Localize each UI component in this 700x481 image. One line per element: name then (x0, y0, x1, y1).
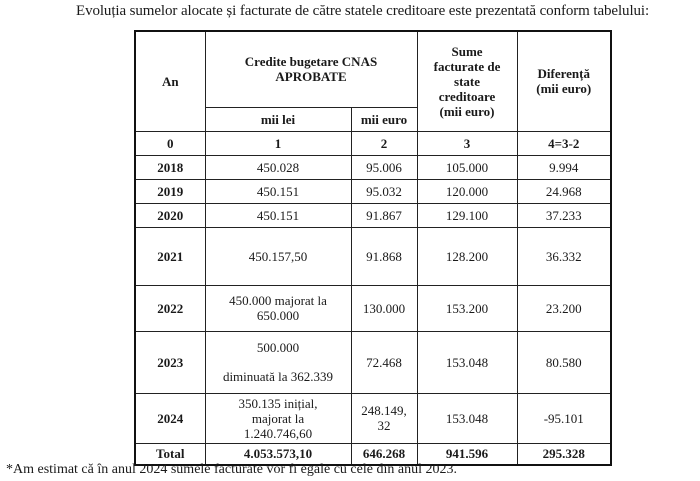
index-cell: 4=3-2 (517, 131, 611, 155)
header-credite: Credite bugetare CNAS APROBATE (205, 31, 417, 107)
euro-line: 248.149, (361, 403, 407, 418)
subheader-mii-euro: mii euro (351, 107, 417, 131)
facturate-cell: 120.000 (417, 179, 517, 203)
facturate-cell: 129.100 (417, 203, 517, 227)
lei-line: 500.000 (256, 340, 300, 355)
euro-cell: 95.032 (351, 179, 417, 203)
euro-cell: 72.468 (351, 331, 417, 393)
euro-cell (351, 393, 417, 443)
euro-cell: 91.868 (351, 227, 417, 285)
lei-line: 450.000 majorat la (229, 293, 327, 308)
lei-cell: 450.151 (205, 203, 351, 227)
euro-cell: 91.867 (351, 203, 417, 227)
table-row (135, 179, 611, 203)
lei-cell: 450.157,50 (205, 227, 351, 285)
diferenta-cell: -95.101 (517, 393, 611, 443)
facturate-cell: 153.200 (417, 285, 517, 331)
index-cell: 0 (135, 131, 205, 155)
lei-line: diminuată la 362.339 (222, 369, 334, 384)
total-lei: 4.053.573,10 (205, 443, 351, 465)
year-cell: 2024 (135, 393, 205, 443)
index-cell: 2 (351, 131, 417, 155)
year-cell: 2020 (135, 203, 205, 227)
facturate-cell: 128.200 (417, 227, 517, 285)
diferenta-cell: 80.580 (517, 331, 611, 393)
year-cell: 2018 (135, 155, 205, 179)
year-cell: 2021 (135, 227, 205, 285)
index-cell: 1 (205, 131, 351, 155)
table-row (135, 331, 611, 393)
diferenta-cell: 37.233 (517, 203, 611, 227)
header-an: An (135, 31, 205, 131)
total-diferenta: 295.328 (517, 443, 611, 465)
diferenta-cell: 9.994 (517, 155, 611, 179)
lei-cell (205, 285, 351, 331)
table-row (135, 155, 611, 179)
footnote: *Am estimat că în anul 2024 sumele facturate vor fi egale cu cele din anul 2023. (6, 462, 457, 477)
lei-line: 350.135 inițial, (238, 395, 318, 411)
table-row (135, 285, 611, 331)
index-cell: 3 (417, 131, 517, 155)
lei-cell (205, 393, 351, 443)
lei-line: 1.240.746,60 (243, 425, 313, 441)
year-cell: 2022 (135, 285, 205, 331)
total-euro: 646.268 (351, 443, 417, 465)
table-row (135, 393, 611, 443)
year-cell: 2019 (135, 179, 205, 203)
euro-cell: 130.000 (351, 285, 417, 331)
intro-text: Evoluția sumelor alocate și facturate de către statele creditoare este prezentată conform tabelului: (76, 3, 650, 19)
diferenta-cell: 36.332 (517, 227, 611, 285)
euro-line: 32 (377, 418, 391, 433)
diferenta-cell: 23.200 (517, 285, 611, 331)
table-row (135, 203, 611, 227)
table-row (135, 227, 611, 285)
lei-line: 650.000 (256, 308, 300, 323)
lei-cell: 450.151 (205, 179, 351, 203)
facturate-cell: 105.000 (417, 155, 517, 179)
diferenta-cell: 24.968 (517, 179, 611, 203)
total-facturate: 941.596 (417, 443, 517, 465)
facturate-cell: 153.048 (417, 393, 517, 443)
facturate-cell: 153.048 (417, 331, 517, 393)
lei-cell: 450.028 (205, 155, 351, 179)
year-cell: 2023 (135, 331, 205, 393)
total-label: Total (135, 443, 205, 465)
euro-cell: 95.006 (351, 155, 417, 179)
header-sume: Sume facturate de state creditoare (mii euro) (417, 31, 517, 131)
subheader-mii-lei: mii lei (205, 107, 351, 131)
allocation-table (134, 30, 612, 466)
lei-line: majorat la (251, 410, 305, 426)
header-diferenta: Diferență (mii euro) (517, 31, 611, 131)
index-row (135, 131, 611, 155)
lei-cell (205, 331, 351, 393)
